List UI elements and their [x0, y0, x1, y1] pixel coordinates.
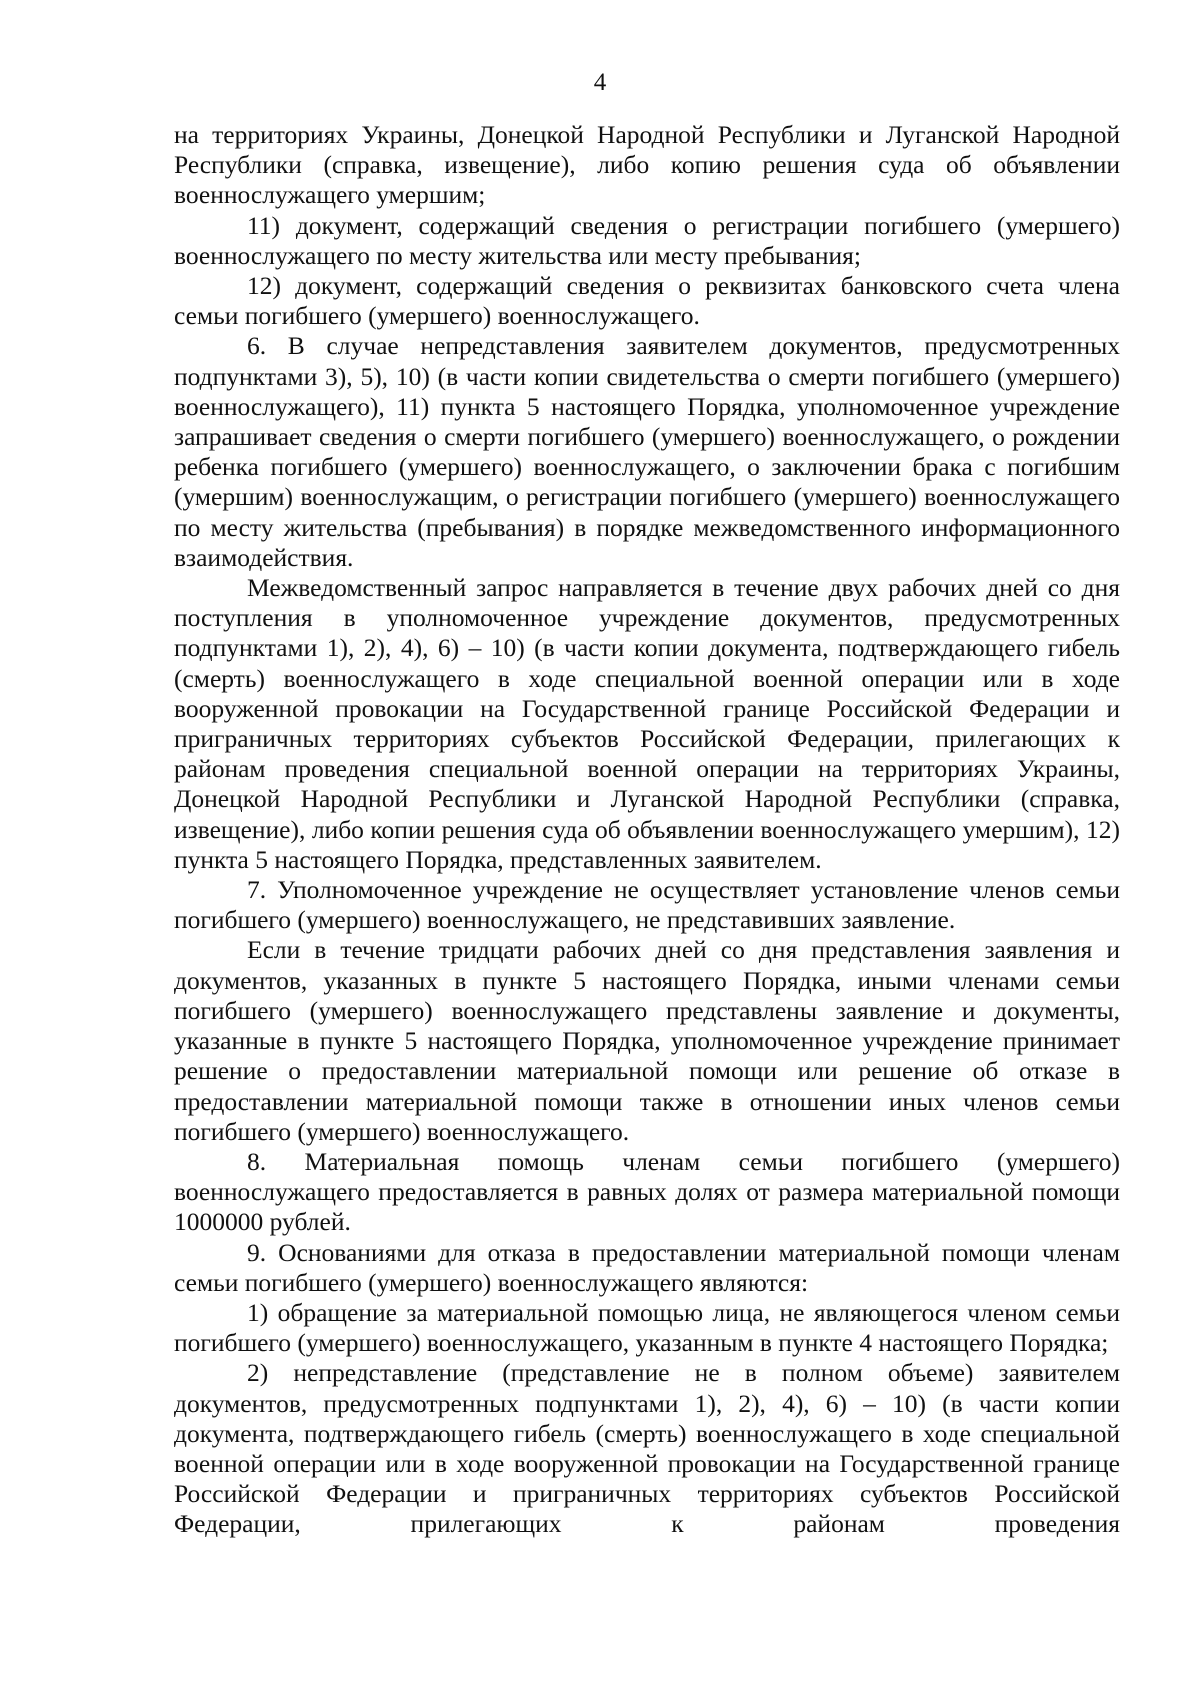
document-body — [174, 120, 1120, 1540]
page-number: 4 — [593, 69, 607, 96]
paragraph-item-11: 11) документ, содержащий сведения о регистрации погибшего (умершего) военнослужащего по месту жительства или месту пребывания; — [174, 210, 1120, 270]
paragraph-continuation: на территориях Украины, Донецкой Народной Республики и Луганской Народной Республики (справка, извещение), либо копию решения суда об объявлении военнослужащего умершим; — [174, 120, 1120, 210]
paragraph-section-6: 6. В случае непредставления заявителем документов, предусмотренных подпунктами 3), 5), 10) (в части копии свидетельства о смерти погибшего (умершего) военнослужащего), 11) пункта 5 настоящего Порядка, уполномоченное учреждение запрашивает сведения о смерти погибшего (умершего) военнослужащего, о рождении ребенка погибшего (умершего) военнослужащего, о заключении брака с погибшим (умершим) военнослужащим, о регистрации погибшего (умершего) военнослужащего по месту жительства (пребывания) в порядке межведомственного информационного взаимодействия. — [174, 331, 1120, 572]
paragraph-refusal-1: 1) обращение за материальной помощью лица, не являющегося членом семьи погибшего (умершего) военнослужащего, указанным в пункте 4 настоящего Порядка; — [174, 1297, 1120, 1358]
paragraph-section-8: 8. Материальная помощь членам семьи погибшего (умершего) военнослужащего предоставляется в равных долях от размера материальной помощи 1000000 рублей. — [174, 1146, 1120, 1237]
paragraph-thirty-days: Если в течение тридцати рабочих дней со дня представления заявления и документов, указанных в пункте 5 настоящего Порядка, иными членами семьи погибшего (умершего) военнослужащего представлены заявление и документы, указанные в пункте 5 настоящего Порядка, уполномоченное учреждение принимает решение о предоставлении материальной помощи или решение об отказе в предоставлении материальной помощи также в отношении иных членов семьи погибшего (умершего) военнослужащего. — [174, 935, 1120, 1146]
paragraph-section-7: 7. Уполномоченное учреждение не осуществляет установление членов семьи погибшего (умершего) военнослужащего, не представивших заявление. — [174, 875, 1120, 935]
paragraph-interagency-request: Межведомственный запрос направляется в течение двух рабочих дней со дня поступления в уполномоченное учреждение документов, предусмотренных подпунктами 1), 2), 4), 6) – 10) (в части копии документа, подтверждающего гибель (смерть) военнослужащего в ходе специальной военной операции или в ходе вооруженной провокации на Государственной границе Российской Федерации и приграничных территориях субъектов Российской Федерации, прилегающих к районам проведения специальной военной операции на территориях Украины, Донецкой Народной Республики и Луганской Народной Республики (справка, извещение), либо копии решения суда об объявлении военнослужащего умершим), 12) пункта 5 настоящего Порядка, представленных заявителем. — [174, 573, 1120, 874]
paragraph-item-12: 12) документ, содержащий сведения о реквизитах банковского счета члена семьи погибшего (умершего) военнослужащего. — [174, 271, 1120, 331]
paragraph-refusal-2: 2) непредставление (представление не в полном объеме) заявителем документов, предусмотренных подпунктами 1), 2), 4), 6) – 10) (в части копии документа, подтверждающего гибель (смерть) военнослужащего в ходе специальной военной операции или в ходе вооруженной провокации на Государственной границе Российской Федерации и приграничных территориях субъектов Российской Федерации, прилегающих к районам проведения — [174, 1358, 1120, 1539]
paragraph-section-9: 9. Основаниями для отказа в предоставлении материальной помощи членам семьи погибшего (умершего) военнослужащего являются: — [174, 1237, 1120, 1297]
